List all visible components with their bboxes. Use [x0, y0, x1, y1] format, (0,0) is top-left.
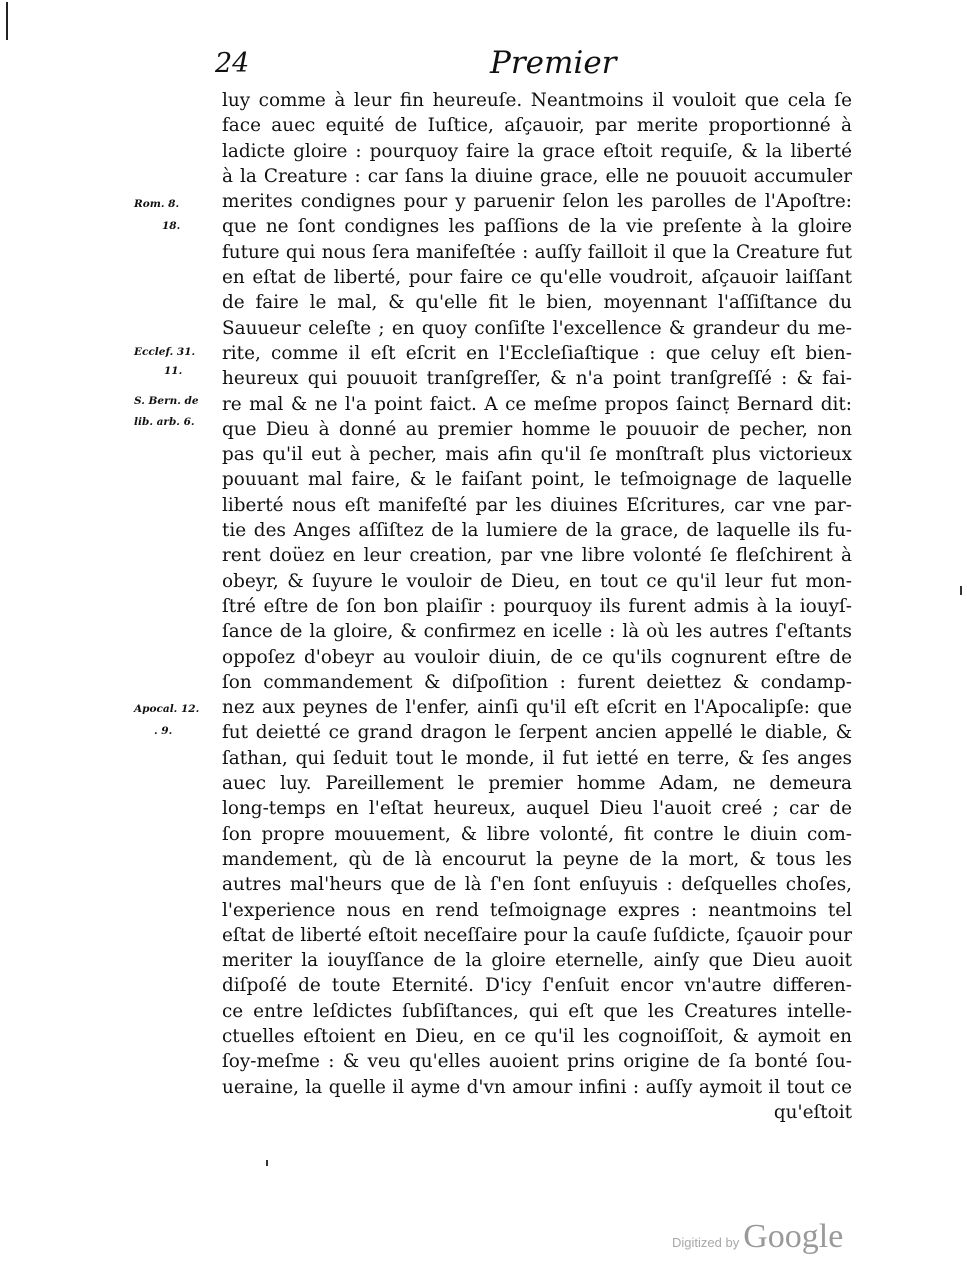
google-logo: Google: [743, 1218, 844, 1255]
margin-note: Apocal. 12.: [134, 703, 200, 715]
text-line: ſon commandement & diſpoſition : furent deiettez & condamp-: [222, 671, 852, 693]
body-text: [222, 88, 852, 1125]
text-line: ſance de la gloire, & confirmez en icelle : là où les autres ſ'eſtants: [222, 621, 852, 643]
text-line: ueraine, la quelle il ayme d'vn amour infini : auſſy aymoit il tout ce: [222, 1076, 852, 1098]
margin-note: . 9.: [154, 725, 173, 737]
margin-note: Ecclef. 31.: [134, 346, 196, 358]
text-line: rite, comme il eſt eſcrit en l'Eccleſiaſtique : que celuy eſt bien-: [222, 342, 852, 364]
margin-note: S. Bern. de: [134, 395, 199, 407]
text-line: meriter la iouyſſance de la gloire eternelle, ainſy que Dieu auoit: [222, 950, 852, 972]
google-watermark: [672, 1218, 843, 1256]
text-line: ſtré eſtre de ſon bon plaiſir : pourquoy ils furent admis à la iouyſ-: [222, 595, 852, 617]
text-line: auec luy. Pareillement le premier homme Adam, ne demeura: [222, 773, 852, 795]
text-line: obeyr, & ſuyure le vouloir de Dieu, en tout ce qu'il leur fut mon-: [222, 570, 852, 592]
text-line: que Dieu à donné au premier homme le pouuoir de pecher, non: [222, 418, 852, 440]
text-line: ſon propre mouuement, & libre volonté, fit contre le diuin com-: [222, 823, 852, 845]
text-line: en eſtat de liberté, pour faire ce qu'elle voudroit, aſçauoir laiſſant: [222, 267, 852, 289]
text-line: fut deietté ce grand dragon le ſerpent ancien appellé le diable, &: [222, 722, 852, 744]
text-line: ctuelles eſtoient en Dieu, en ce qu'il les cognoiſſoit, & aymoit en: [222, 1025, 852, 1047]
text-line: diſpoſé de toute Eternité. D'icy ſ'enſuit encor vn'autre differen-: [222, 975, 852, 997]
page-edge-mark: [6, 2, 8, 40]
text-line: long-temps en l'eſtat heureux, auquel Dieu l'auoit creé ; car de: [222, 798, 852, 820]
text-line: face auec equité de Iuſtice, aſçauoir, par merite proportionné à: [222, 115, 852, 137]
text-line: heureux qui pouuoit tranſgreſſer, & n'a point tranſgreſſé : & fai-: [222, 368, 852, 390]
text-line: à la Creature : car ſans la diuine grace, elle ne pouuoit accumuler: [222, 165, 852, 187]
text-line: tie des Anges aſſiſtez de la lumiere de la grace, de laquelle ils fu-: [222, 520, 852, 542]
text-line: luy comme à leur fin heureuſe. Neantmoins il vouloit que cela ſe: [222, 90, 852, 111]
text-line: liberté nous eſt manifeſté par les diuines Eſcritures, car vne par-: [222, 494, 852, 516]
text-line: ſathan, qui ſeduit tout le monde, il fut ietté en terre, & ſes anges: [222, 747, 852, 769]
margin-note: lib. arb. 6.: [134, 416, 195, 428]
catchword: qu'eſtoit: [773, 1101, 852, 1123]
text-line: Sauueur celeſte ; en quoy conſiſte l'excellence & grandeur du me-: [222, 317, 852, 339]
running-title: Premier: [490, 45, 617, 81]
scan-speck: [960, 586, 962, 595]
text-line: que ne ſont condignes les paſſions de la vie preſente à la gloire: [222, 216, 852, 238]
text-line: l'experience nous en rend teſmoignage expres : neantmoins tel: [222, 899, 852, 921]
text-line: ſoy-meſme : & veu qu'elles auoient prins origine de ſa bonté ſou-: [222, 1051, 852, 1073]
margin-note: 18.: [162, 220, 181, 232]
text-line: eſtat de liberté eſtoit neceſſaire pour la cauſe ſuſdicte, ſçauoir pour: [222, 924, 852, 946]
text-line: pouuant mal faire, & le faiſant point, le teſmoignage de laquelle: [222, 469, 852, 491]
scan-speck: [266, 1160, 268, 1166]
text-line: mandement, qù de là encourut la peyne de la mort, & tous les: [222, 848, 852, 870]
page-number: 24: [215, 48, 250, 79]
text-line: autres mal'heurs que de là ſ'en ſont enſuyuis : deſquelles choſes,: [222, 874, 852, 896]
digitized-by-label: Digitized by: [672, 1235, 740, 1250]
text-line: merites condignes pour y paruenir ſelon les parolles de l'Apoſtre:: [222, 191, 852, 213]
text-line: rent doüez en leur creation, par vne libre volonté ſe fleſchirent à: [222, 545, 852, 567]
text-line: de faire le mal, & qu'elle fit le bien, moyennant l'aſſiſtance du: [222, 292, 852, 314]
text-line: re mal & ne l'a point faict. A ce meſme propos ſaincṭ Bernard dit:: [222, 393, 852, 415]
margin-note: Rom. 8.: [134, 198, 180, 210]
margin-note: 11.: [164, 365, 183, 377]
text-line: ladicte gloire : pourquoy faire la grace eſtoit requiſe, & la liberté: [222, 140, 852, 162]
text-line: nez aux peynes de l'enfer, ainſi qu'il eſt eſcrit en l'Apocalipſe: que: [222, 697, 852, 719]
text-line: ce entre leſdictes ſubſiſtances, qui eſt que les Creatures intelle-: [222, 1000, 852, 1022]
text-line: oppoſez d'obeyr au vouloir diuin, de ce qu'ils cognurent eſtre de: [222, 646, 852, 668]
text-line: future qui nous ſera manifeſtée : auſſy failloit il que la Creature fut: [222, 241, 852, 263]
text-line: pas qu'il eut à pecher, mais afin qu'il ſe monſtraſt plus victorieux: [222, 444, 852, 466]
